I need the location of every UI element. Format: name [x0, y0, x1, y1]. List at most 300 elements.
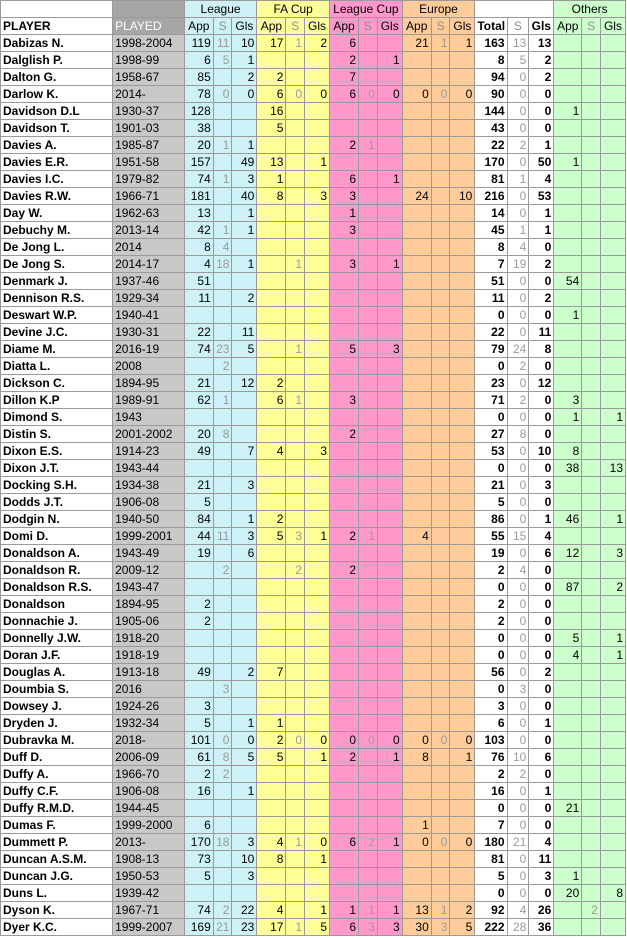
others-gls-cell: [600, 222, 625, 239]
others-app-cell: [554, 69, 582, 86]
fa-cup-gls-cell: [305, 222, 330, 239]
europe-gls-cell: [450, 562, 475, 579]
player-name: Duffy C.F.: [1, 783, 113, 800]
europe-app-cell: 0: [402, 834, 431, 851]
europe-s-cell: [431, 800, 450, 817]
league-cup-gls-cell: [377, 698, 402, 715]
league-cup-gls-cell: 3: [377, 341, 402, 358]
league-cup-app-cell: [330, 579, 359, 596]
total-gls-cell: 0: [529, 579, 554, 596]
played-years: 2006-09: [113, 749, 185, 766]
league-cup-s-cell: [359, 256, 378, 273]
league-s-cell: 8: [213, 749, 232, 766]
league-s-cell: [213, 120, 232, 137]
league-s-cell: [213, 443, 232, 460]
fa-cup-gls-cell: [305, 426, 330, 443]
league-app-cell: [184, 647, 213, 664]
league-gls-cell: 6: [232, 545, 257, 562]
league-s-cell: 2: [213, 358, 232, 375]
europe-app-cell: [402, 664, 431, 681]
others-gls-cell: [600, 851, 625, 868]
total-gls-cell: 0: [529, 732, 554, 749]
league-cup-gls-cell: [377, 154, 402, 171]
table-row: [1, 137, 626, 154]
league-s-cell: [213, 375, 232, 392]
others-s-cell: [582, 137, 601, 154]
league-s-cell: 0: [213, 732, 232, 749]
total-gls-cell: 0: [529, 562, 554, 579]
europe-s-cell: [431, 885, 450, 902]
player-name: Dabizas N.: [1, 35, 113, 52]
total-app-cell: 0: [475, 800, 507, 817]
others-gls-cell: [600, 749, 625, 766]
fa-cup-app-cell: 13: [257, 154, 286, 171]
europe-gls-cell: [450, 324, 475, 341]
others-app-cell: [554, 120, 582, 137]
league-cup-s-cell: [359, 307, 378, 324]
table-row: [1, 919, 626, 936]
league-gls-cell: [232, 579, 257, 596]
others-s-cell: [582, 426, 601, 443]
others-gls-cell: [600, 698, 625, 715]
table-row: [1, 375, 626, 392]
league-cup-s-cell: [359, 239, 378, 256]
europe-gls-cell: [450, 800, 475, 817]
fa-cup-gls-cell: [305, 290, 330, 307]
total-app-cell: 21: [475, 477, 507, 494]
header-oth-s: S: [582, 18, 601, 35]
total-gls-cell: 3: [529, 477, 554, 494]
league-app-cell: [184, 409, 213, 426]
fa-cup-app-cell: [257, 596, 286, 613]
total-app-cell: 51: [475, 273, 507, 290]
player-name: Diatta L.: [1, 358, 113, 375]
player-name: Dickson C.: [1, 375, 113, 392]
others-gls-cell: [600, 562, 625, 579]
league-s-cell: [213, 885, 232, 902]
player-name: Dyson K.: [1, 902, 113, 919]
table-row: [1, 35, 626, 52]
europe-app-cell: 21: [402, 35, 431, 52]
league-cup-app-cell: [330, 885, 359, 902]
europe-s-cell: [431, 103, 450, 120]
league-s-cell: [213, 596, 232, 613]
player-name: Debuchy M.: [1, 222, 113, 239]
others-s-cell: [582, 885, 601, 902]
fa-cup-app-cell: [257, 766, 286, 783]
league-cup-gls-cell: [377, 868, 402, 885]
europe-s-cell: [431, 137, 450, 154]
league-gls-cell: 2: [232, 664, 257, 681]
league-cup-app-cell: [330, 647, 359, 664]
table-row: [1, 460, 626, 477]
europe-app-cell: [402, 52, 431, 69]
league-cup-s-cell: [359, 409, 378, 426]
header-played: PLAYED: [113, 18, 185, 35]
league-cup-app-cell: [330, 613, 359, 630]
europe-s-cell: [431, 477, 450, 494]
fa-cup-s-cell: [286, 443, 305, 460]
europe-s-cell: [431, 341, 450, 358]
league-app-cell: 169: [184, 919, 213, 936]
played-years: 1943-44: [113, 460, 185, 477]
europe-s-cell: [431, 630, 450, 647]
header-total: Total: [475, 18, 507, 35]
total-app-cell: 2: [475, 596, 507, 613]
total-app-cell: 7: [475, 817, 507, 834]
fa-cup-app-cell: [257, 681, 286, 698]
total-s-cell: 0: [507, 613, 529, 630]
played-years: 2013-14: [113, 222, 185, 239]
league-cup-app-cell: [330, 698, 359, 715]
league-cup-app-cell: 7: [330, 69, 359, 86]
league-cup-s-cell: [359, 375, 378, 392]
league-cup-gls-cell: [377, 409, 402, 426]
others-app-cell: [554, 834, 582, 851]
league-s-cell: 5: [213, 52, 232, 69]
europe-app-cell: [402, 426, 431, 443]
europe-s-cell: [431, 647, 450, 664]
table-row: [1, 256, 626, 273]
header-total-gls: Gls: [529, 18, 554, 35]
league-cup-s-cell: [359, 477, 378, 494]
total-gls-cell: 0: [529, 698, 554, 715]
league-gls-cell: [232, 273, 257, 290]
total-s-cell: 0: [507, 188, 529, 205]
league-cup-app-cell: [330, 766, 359, 783]
league-app-cell: 78: [184, 86, 213, 103]
fa-cup-s-cell: [286, 885, 305, 902]
total-gls-cell: 0: [529, 392, 554, 409]
europe-s-cell: [431, 613, 450, 630]
league-cup-app-cell: [330, 681, 359, 698]
player-name: Dixon J.T.: [1, 460, 113, 477]
player-name: Donaldson R.S.: [1, 579, 113, 596]
total-s-cell: 0: [507, 443, 529, 460]
europe-app-cell: [402, 477, 431, 494]
others-gls-cell: [600, 307, 625, 324]
table-row: [1, 120, 626, 137]
others-app-cell: [554, 715, 582, 732]
league-cup-gls-cell: [377, 494, 402, 511]
europe-app-cell: [402, 460, 431, 477]
europe-gls-cell: [450, 358, 475, 375]
league-gls-cell: [232, 392, 257, 409]
league-s-cell: [213, 494, 232, 511]
others-app-cell: [554, 494, 582, 511]
others-s-cell: [582, 800, 601, 817]
others-gls-cell: 2: [600, 579, 625, 596]
europe-s-cell: [431, 307, 450, 324]
fa-cup-s-cell: [286, 154, 305, 171]
league-gls-cell: [232, 426, 257, 443]
europe-gls-cell: 0: [450, 834, 475, 851]
league-cup-s-cell: [359, 749, 378, 766]
league-cup-s-cell: [359, 290, 378, 307]
table-row: [1, 868, 626, 885]
total-app-cell: 144: [475, 103, 507, 120]
total-app-cell: 0: [475, 630, 507, 647]
others-app-cell: [554, 137, 582, 154]
player-name: Davies A.: [1, 137, 113, 154]
europe-gls-cell: [450, 239, 475, 256]
others-s-cell: [582, 69, 601, 86]
league-gls-cell: 11: [232, 324, 257, 341]
total-gls-cell: 0: [529, 307, 554, 324]
league-cup-app-cell: [330, 443, 359, 460]
league-app-cell: [184, 307, 213, 324]
league-gls-cell: [232, 120, 257, 137]
league-s-cell: [213, 477, 232, 494]
europe-gls-cell: [450, 443, 475, 460]
fa-cup-gls-cell: [305, 715, 330, 732]
league-s-cell: [213, 511, 232, 528]
league-gls-cell: 1: [232, 783, 257, 800]
league-s-cell: [213, 460, 232, 477]
league-cup-gls-cell: [377, 69, 402, 86]
fa-cup-app-cell: 5: [257, 528, 286, 545]
others-gls-cell: [600, 86, 625, 103]
league-gls-cell: 3: [232, 171, 257, 188]
fa-cup-gls-cell: [305, 52, 330, 69]
league-gls-cell: 3: [232, 477, 257, 494]
league-cup-s-cell: [359, 103, 378, 120]
others-app-cell: [554, 358, 582, 375]
played-years: 2018-: [113, 732, 185, 749]
europe-s-cell: [431, 511, 450, 528]
others-gls-cell: [600, 800, 625, 817]
total-gls-cell: 0: [529, 460, 554, 477]
europe-app-cell: [402, 358, 431, 375]
europe-gls-cell: [450, 171, 475, 188]
total-app-cell: 2: [475, 562, 507, 579]
league-app-cell: 38: [184, 120, 213, 137]
others-gls-cell: 13: [600, 460, 625, 477]
played-years: 1985-87: [113, 137, 185, 154]
player-name: Davies R.W.: [1, 188, 113, 205]
league-app-cell: 20: [184, 426, 213, 443]
others-app-cell: [554, 477, 582, 494]
league-app-cell: [184, 800, 213, 817]
fa-cup-app-cell: [257, 222, 286, 239]
league-cup-app-cell: 2: [330, 426, 359, 443]
league-cup-app-cell: 2: [330, 52, 359, 69]
others-gls-cell: [600, 52, 625, 69]
league-cup-gls-cell: 0: [377, 86, 402, 103]
others-gls-cell: [600, 868, 625, 885]
total-app-cell: 0: [475, 307, 507, 324]
league-app-cell: 13: [184, 205, 213, 222]
total-gls-cell: 2: [529, 290, 554, 307]
total-s-cell: 2: [507, 137, 529, 154]
others-gls-cell: [600, 341, 625, 358]
europe-app-cell: [402, 103, 431, 120]
table-row: [1, 681, 626, 698]
league-cup-gls-cell: [377, 630, 402, 647]
europe-s-cell: [431, 851, 450, 868]
total-app-cell: 3: [475, 698, 507, 715]
table-row: [1, 664, 626, 681]
fa-cup-app-cell: [257, 562, 286, 579]
others-s-cell: [582, 647, 601, 664]
fa-cup-app-cell: [257, 239, 286, 256]
others-app-cell: [554, 732, 582, 749]
europe-app-cell: 1: [402, 817, 431, 834]
total-app-cell: 11: [475, 290, 507, 307]
total-s-cell: 15: [507, 528, 529, 545]
total-app-cell: 81: [475, 851, 507, 868]
league-cup-app-cell: [330, 154, 359, 171]
total-s-cell: 0: [507, 698, 529, 715]
total-s-cell: 0: [507, 800, 529, 817]
europe-s-cell: [431, 273, 450, 290]
league-s-cell: 11: [213, 35, 232, 52]
total-app-cell: 0: [475, 409, 507, 426]
played-years: 1894-95: [113, 375, 185, 392]
league-cup-s-cell: [359, 562, 378, 579]
others-app-cell: 54: [554, 273, 582, 290]
table-row: [1, 477, 626, 494]
others-s-cell: [582, 103, 601, 120]
league-cup-gls-cell: [377, 460, 402, 477]
europe-app-cell: [402, 120, 431, 137]
league-s-cell: 23: [213, 341, 232, 358]
table-row: [1, 358, 626, 375]
fa-cup-gls-cell: [305, 579, 330, 596]
league-cup-app-cell: [330, 239, 359, 256]
league-cup-gls-cell: 1: [377, 52, 402, 69]
league-s-cell: 1: [213, 171, 232, 188]
others-app-cell: 4: [554, 647, 582, 664]
league-gls-cell: [232, 596, 257, 613]
others-gls-cell: [600, 834, 625, 851]
total-gls-cell: 6: [529, 749, 554, 766]
europe-app-cell: [402, 273, 431, 290]
league-cup-gls-cell: [377, 766, 402, 783]
total-s-cell: 3: [507, 681, 529, 698]
header-oth-app: App: [554, 18, 582, 35]
player-name: Dryden J.: [1, 715, 113, 732]
others-gls-cell: 3: [600, 545, 625, 562]
others-s-cell: [582, 596, 601, 613]
league-gls-cell: [232, 698, 257, 715]
fa-cup-app-cell: 6: [257, 86, 286, 103]
league-cup-s-cell: [359, 324, 378, 341]
others-app-cell: [554, 341, 582, 358]
total-app-cell: 7: [475, 256, 507, 273]
total-gls-cell: 0: [529, 103, 554, 120]
header-total-spacer: [475, 1, 554, 18]
others-app-cell: [554, 817, 582, 834]
player-name: De Jong S.: [1, 256, 113, 273]
league-cup-s-cell: [359, 494, 378, 511]
fa-cup-gls-cell: [305, 783, 330, 800]
europe-app-cell: [402, 579, 431, 596]
league-cup-app-cell: 2: [330, 749, 359, 766]
others-gls-cell: [600, 477, 625, 494]
table-row: [1, 579, 626, 596]
others-gls-cell: [600, 256, 625, 273]
played-years: 1937-46: [113, 273, 185, 290]
table-row: [1, 188, 626, 205]
europe-app-cell: [402, 69, 431, 86]
europe-s-cell: [431, 817, 450, 834]
europe-gls-cell: 2: [450, 902, 475, 919]
played-years: 1930-37: [113, 103, 185, 120]
others-s-cell: [582, 443, 601, 460]
league-cup-app-cell: [330, 664, 359, 681]
fa-cup-gls-cell: [305, 868, 330, 885]
played-years: 1966-70: [113, 766, 185, 783]
table-row: [1, 443, 626, 460]
league-s-cell: [213, 698, 232, 715]
fa-cup-s-cell: [286, 851, 305, 868]
player-name: Dimond S.: [1, 409, 113, 426]
player-name: Dumas F.: [1, 817, 113, 834]
fa-cup-s-cell: [286, 69, 305, 86]
league-app-cell: 170: [184, 834, 213, 851]
league-app-cell: 16: [184, 783, 213, 800]
total-gls-cell: 53: [529, 188, 554, 205]
league-gls-cell: [232, 800, 257, 817]
others-app-cell: 21: [554, 800, 582, 817]
fa-cup-gls-cell: [305, 171, 330, 188]
others-s-cell: [582, 919, 601, 936]
europe-gls-cell: [450, 630, 475, 647]
fa-cup-app-cell: [257, 426, 286, 443]
total-s-cell: 4: [507, 239, 529, 256]
league-cup-gls-cell: [377, 477, 402, 494]
europe-app-cell: 30: [402, 919, 431, 936]
total-gls-cell: 0: [529, 86, 554, 103]
others-s-cell: [582, 52, 601, 69]
total-gls-cell: 0: [529, 647, 554, 664]
others-app-cell: [554, 596, 582, 613]
played-years: 1908-13: [113, 851, 185, 868]
others-s-cell: [582, 698, 601, 715]
total-s-cell: 0: [507, 647, 529, 664]
league-cup-gls-cell: [377, 358, 402, 375]
fa-cup-s-cell: 1: [286, 35, 305, 52]
league-cup-s-cell: 0: [359, 86, 378, 103]
total-s-cell: 2: [507, 392, 529, 409]
fa-cup-app-cell: [257, 460, 286, 477]
total-s-cell: 0: [507, 120, 529, 137]
total-app-cell: 163: [475, 35, 507, 52]
league-app-cell: 6: [184, 52, 213, 69]
league-app-cell: 74: [184, 171, 213, 188]
others-gls-cell: [600, 171, 625, 188]
league-app-cell: 51: [184, 273, 213, 290]
fa-cup-gls-cell: [305, 596, 330, 613]
league-gls-cell: [232, 103, 257, 120]
others-app-cell: 1: [554, 154, 582, 171]
others-s-cell: [582, 511, 601, 528]
league-s-cell: [213, 69, 232, 86]
table-row: [1, 630, 626, 647]
total-app-cell: 0: [475, 681, 507, 698]
fa-cup-gls-cell: [305, 239, 330, 256]
played-years: 1998-2004: [113, 35, 185, 52]
league-cup-gls-cell: [377, 885, 402, 902]
others-s-cell: [582, 494, 601, 511]
league-s-cell: [213, 715, 232, 732]
played-years: 1979-82: [113, 171, 185, 188]
europe-gls-cell: [450, 392, 475, 409]
fa-cup-app-cell: [257, 290, 286, 307]
league-app-cell: 11: [184, 290, 213, 307]
europe-s-cell: 0: [431, 834, 450, 851]
